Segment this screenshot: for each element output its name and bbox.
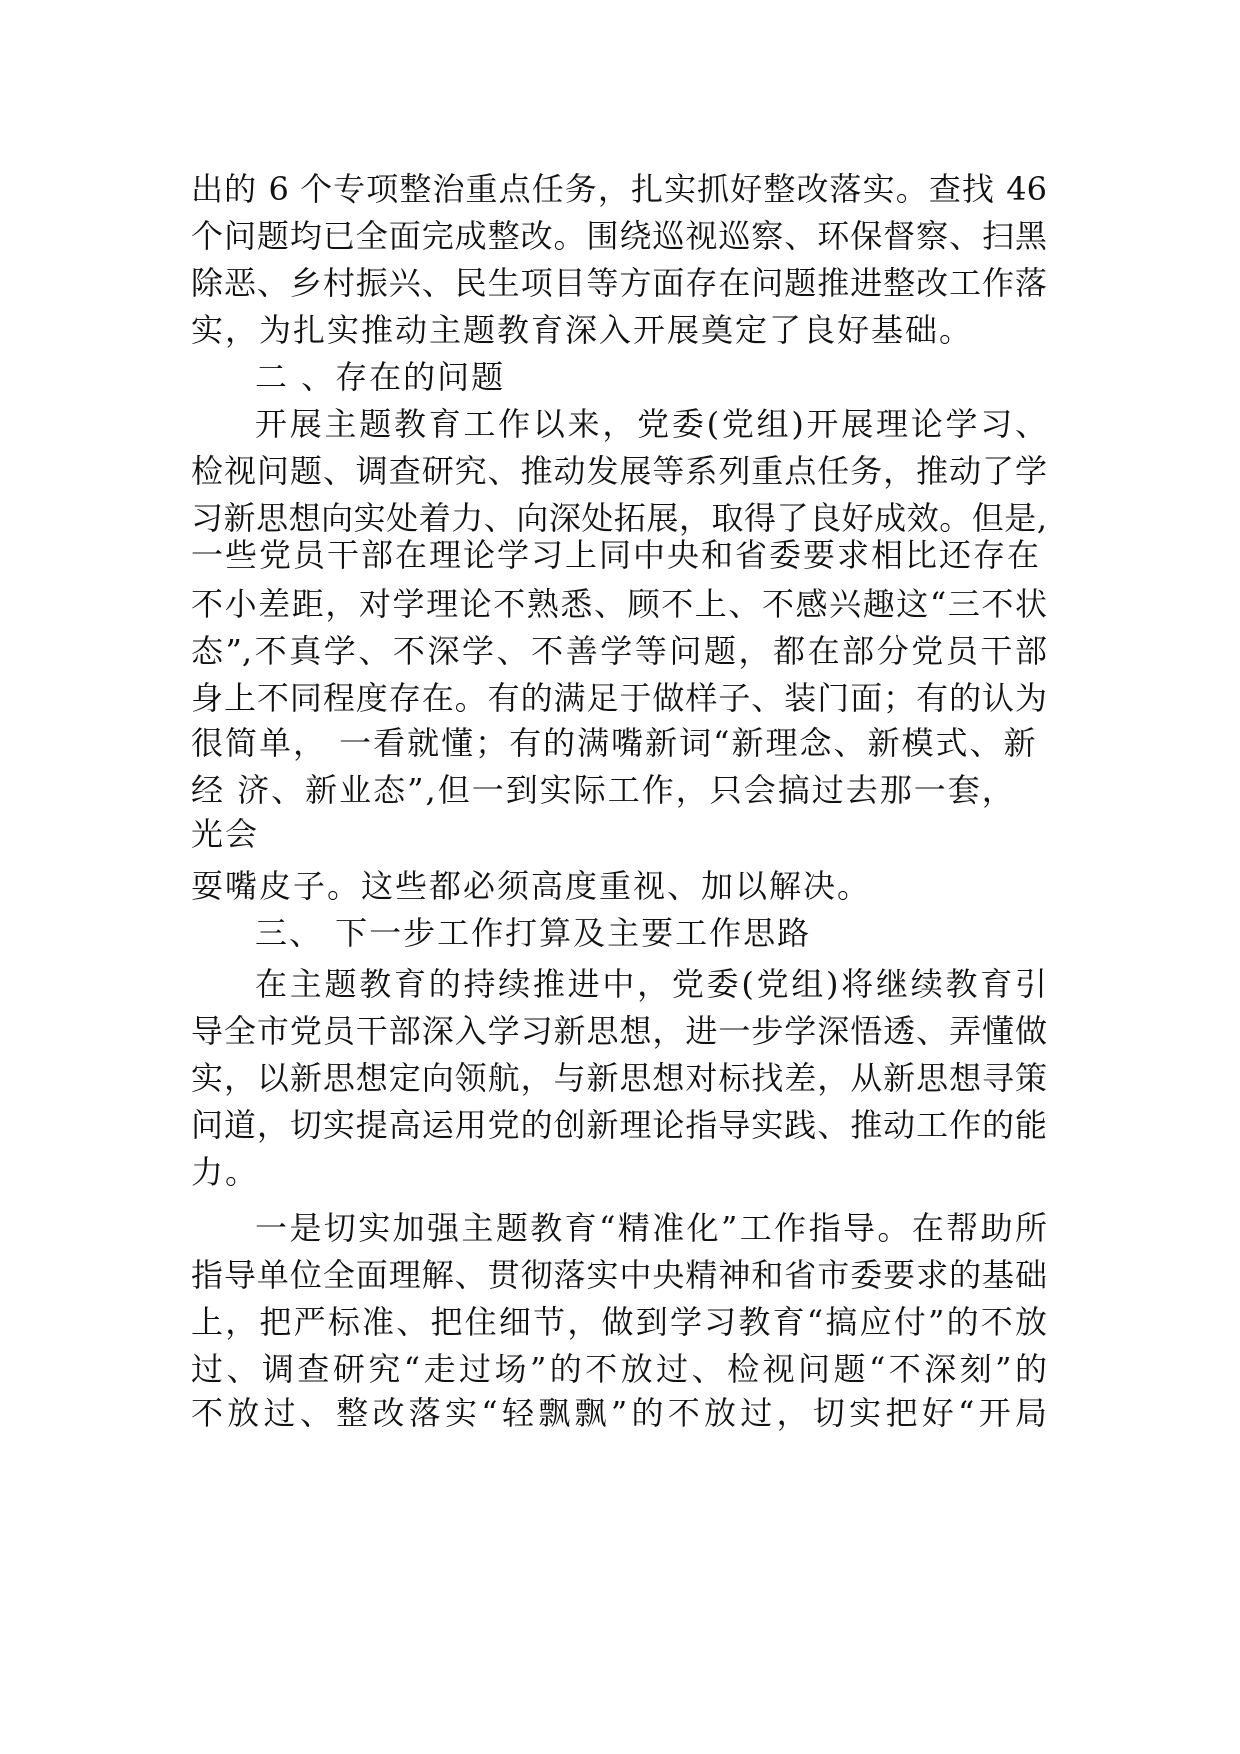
body-line: 态”,不真学、不深学、不善学等问题，都在部分党员干部 [191, 632, 1047, 670]
body-line: 一是切实加强主题教育“精准化”工作指导。在帮助所 [255, 1209, 1047, 1247]
body-line: 问道，切实提高运用党的创新理论指导实践、推动工作的能 [191, 1106, 1047, 1144]
body-line: 除恶、乡村振兴、民生项目等方面存在问题推进整改工作落 [191, 264, 1047, 302]
body-line: 一些党员干部在理论学习上同中央和省委要求相比还存在 [191, 536, 1042, 574]
body-line: 经 济、新业态”,但一到实际工作，只会搞过去那一套， [191, 771, 1016, 809]
body-line: 检视问题、调查研究、推动发展等系列重点任务，推动了学 [191, 452, 1047, 490]
section-heading: 二 、存在的问题 [255, 358, 506, 396]
body-line: 个问题均已全面完成整改。围绕巡视巡察、环保督察、扫黑 [191, 217, 1047, 255]
body-line: 不放过、整改落实“轻飘飘”的不放过，切实把好“开局 [191, 1394, 1047, 1432]
section-heading: 三、 下一步工作打算及主要工作思路 [255, 914, 812, 952]
body-line: 指导单位全面理解、贯彻落实中央精神和省市委要求的基础 [191, 1256, 1047, 1294]
body-line: 开展主题教育工作以来，党委(党组)开展理论学习、 [255, 405, 1047, 443]
body-line: 光会 [191, 815, 260, 853]
body-line: 实，为扎实推动主题教育深入开展奠定了良好基础。 [191, 311, 974, 349]
body-line: 不小差距，对学理论不熟悉、顾不上、不感兴趣这“三不状 [191, 585, 1047, 623]
body-line: 习新思想向实处着力、向深处拓展，取得了良好成效。但是, [191, 499, 1047, 537]
body-line: 导全市党员干部深入学习新思想，进一步学深悟透、弄懂做 [191, 1012, 1047, 1050]
body-line: 过、调查研究“走过场”的不放过、检视问题“不深刻”的 [191, 1350, 1047, 1388]
body-line: 力。 [191, 1153, 260, 1191]
body-line: 实，以新思想定向领航，与新思想对标找差，从新思想寻策 [191, 1059, 1047, 1097]
body-line: 上，把严标准、把住细节，做到学习教育“搞应付”的不放 [191, 1303, 1047, 1341]
body-line: 身上不同程度存在。有的满足于做样子、装门面；有的认为 [191, 679, 1047, 717]
body-line: 耍嘴皮子。这些都必须高度重视、加以解决。 [191, 867, 872, 905]
body-line: 在主题教育的持续推进中，党委(党组)将继续教育引 [255, 965, 1047, 1003]
body-line: 很简单， 一看就懂；有的满嘴新词“新理念、新模式、新 [191, 724, 1038, 762]
body-line: 出的 6 个专项整治重点任务，扎实抓好整改落实。查找 46 [191, 170, 1047, 208]
